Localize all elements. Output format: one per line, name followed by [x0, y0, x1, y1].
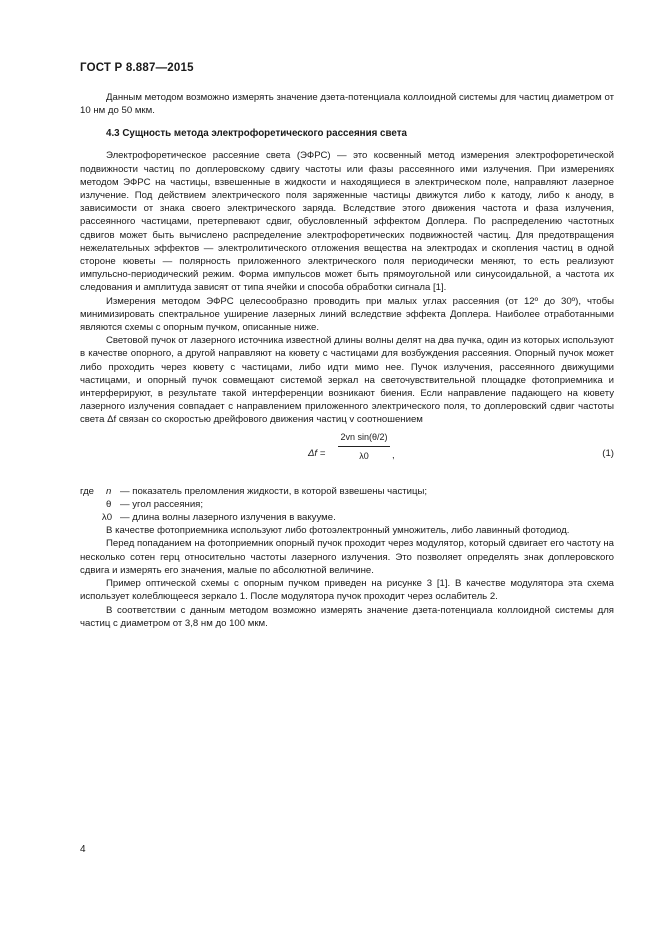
where-row [80, 511, 614, 524]
formula-number: (1) [602, 447, 614, 459]
document-header: ГОСТ Р 8.887—2015 [80, 62, 194, 74]
formula-lhs: Δf = [308, 447, 326, 459]
paragraph-5: Перед попаданием на фотоприемник опорный пучок проходит через модулятор, который сдвигает его частоту на несколько сотен герц относительно частоты лазерного излучения. Это позволяет определять знак доплеровского сдвига и измерять его значения, малые по абсолютной величине. [80, 538, 614, 576]
paragraph-2: Измерения методом ЭФРС целесообразно проводить при малых углах рассеяния (от 12º до 30º), чтобы минимизировать спектральное уширение лазерных линий вследствие эффекта Доплера. Наиболее отработанными являются схемы с опорным пучком, описанные ниже. [80, 295, 614, 334]
paragraph-1: Электрофоретическое рассеяние света (ЭФРС) — это косвенный метод измерения электрофоретической подвижности частиц по доплеровскому сдвигу частоты или фазы рассеянного ими излучения. При измерениях методом ЭФРС на частицы, взвешенные в жидкости и находящиеся в электрическом поле, направляют лазерное излучение. Под действием электрического поля заряженные частицы движутся либо к катоду, либо к аноду, в зависимости от знака своего электрического заряда. Вследствие этого движения частота и фаза излучения, рассеянного частицами, претерпевают сдвиг, обусловленный эффектом Доплера. По распределению частотных сдвигов может быть вычислено распределение электрофоретических подвижностей частиц. Для предотвращения нежелательных эффектов — электролитического отложения вещества на электродах и скопления частиц в одной стороне кюветы — полярность приложенного электрического поля периодически меняют, то есть реализуют импульсно-периодический режим. Форма импульсов может быть прямоугольной или синусоидальной, а частота их следования и амплитуда зависят от типа ячейки и способа обработки сигнала [1]. [80, 150, 614, 294]
paragraph-3: Световой пучок от лазерного источника известной длины волны делят на два пучка, один из которых используют в качестве опорного, а другой направляют на кювету с частицами для возбуждения рассеяния. Опорный пучок может либо проходить через кювету с частицами, либо идти мимо нее. Пучок излучения, рассеянного движущими частицами, и опорный пучок совмещают системой зеркал на светочувствительной площадке фотоприемника и интерферируют, в результате такой интерференции возникают биения. Если направление падающего на кювету лазерного излучения совпадает с направлением приложенного электрического поля, то доплеровский сдвиг частоты света Δf связан со скоростью дрейфового движения частиц v соотношением [80, 335, 614, 426]
where-text: — длина волны лазерного излучения в вакууме. [120, 512, 336, 524]
where-symbol: n [106, 485, 112, 497]
formula-fraction [338, 431, 390, 463]
fraction-bar [338, 446, 390, 447]
intro-paragraph: Данным методом возможно измерять значение дзета-потенциала коллоидной системы для частиц диаметром от 10 нм до 50 мкм. [80, 92, 614, 117]
where-label: где [80, 485, 95, 497]
paragraph-6: Пример оптической схемы с опорным пучком приведен на рисунке 3 [1]. В качестве модулятора эта схема использует колеблющееся зеркало 1. После модулятора пучок проходит через ослабитель 2. [80, 578, 614, 603]
formula-denominator: λ0 [359, 450, 369, 461]
formula-comma: , [392, 449, 395, 461]
where-row [80, 485, 614, 498]
where-symbol: λ0 [101, 512, 113, 524]
where-block [80, 485, 614, 525]
where-text: — показатель преломления жидкости, в которой взвешены частицы; [120, 485, 428, 497]
paragraph-4: В качестве фотоприемника используют либо фотоэлектронный умножитель, либо лавинный фотодиод. [106, 525, 570, 537]
page-content [80, 91, 614, 630]
section-title: 4.3 Сущность метода электрофоретического рассеяния света [106, 128, 407, 140]
formula-numerator: 2vn sin(θ/2) [340, 431, 388, 442]
where-symbol: θ [106, 498, 112, 510]
page-number: 4 [80, 844, 86, 855]
where-row [80, 498, 614, 511]
formula-1 [80, 427, 614, 485]
where-text: — угол рассеяния; [120, 498, 204, 510]
paragraph-7: В соответствии с данным методом возможно измерять значение дзета-потенциала коллоидной системы для частиц с диаметром от 3,8 нм до 100 мкм. [80, 604, 614, 629]
